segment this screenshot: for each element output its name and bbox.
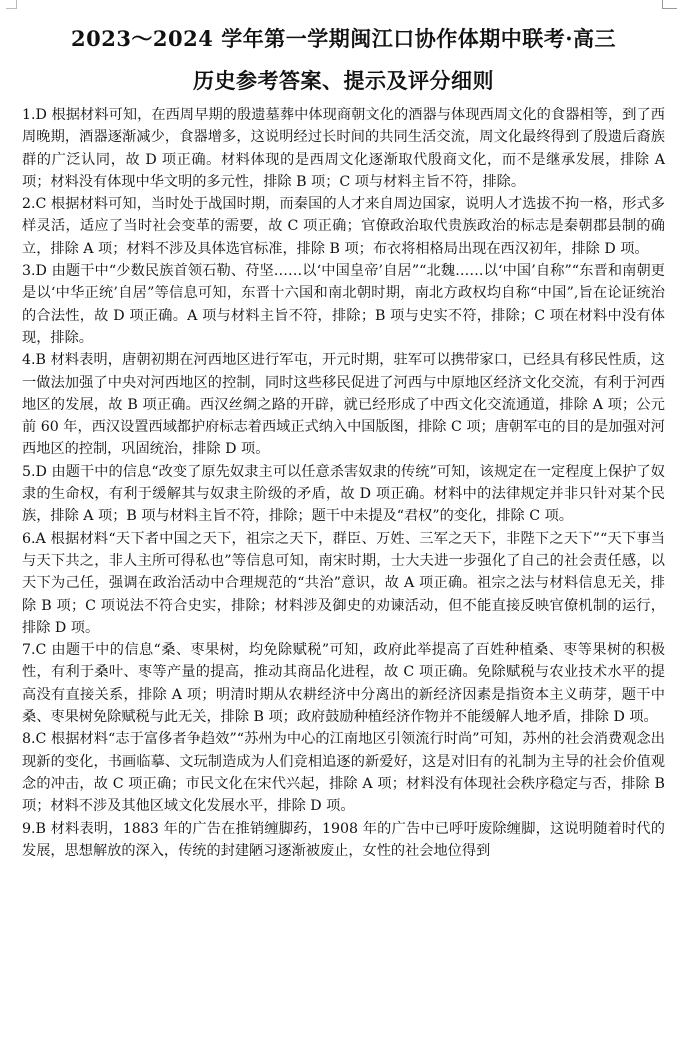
page-corner-mark-right	[662, 0, 677, 9]
answer-item-8	[22, 728, 665, 817]
answer-text: 由题干中的信息“改变了原先奴隶主可以任意杀害奴隶的传统”可知，该规定在一定程度上保护了奴隶的生命权，有利于缓解其与奴隶主阶级的矛盾，故 D 项正确。材料中的法律规定并非只针对某个民族，排除 A 项；B 项与材料主旨不符，排除；题干中未提及“君权”的变化，排除 C 项。	[22, 463, 665, 525]
answer-label: 2.C	[22, 196, 47, 213]
answer-item-7	[22, 639, 665, 728]
answer-item-3	[22, 260, 665, 349]
page-corner-mark-left	[6, 0, 17, 9]
answer-label: 3.D	[22, 263, 47, 280]
answer-label: 8.C	[22, 731, 47, 748]
document-subtitle: 历史参考答案、提示及评分细则	[193, 68, 494, 93]
answer-label: 4.B	[22, 352, 46, 369]
answer-text: 根据材料可知，在西周早期的殷遗墓葬中体现商朝文化的酒器与体现西周文化的食器相等，到了西周晚期，酒器逐渐减少，食器增多，这说明经过长时间的共同生活交流，周文化最终得到了殷遗后裔族群的广泛认同，故 D 项正确。材料体现的是西周文化逐渐取代殷商文化，而不是继承发展，排除 A 项；材料没有体现中华文明的多元性，排除 B 项；C 项与材料主旨不符，排除。	[22, 107, 665, 190]
answer-item-1	[22, 104, 665, 193]
answer-label: 5.D	[22, 463, 47, 480]
answer-label: 9.B	[22, 820, 46, 837]
answer-item-4	[22, 349, 665, 460]
answer-label: 6.A	[22, 530, 46, 547]
answer-text: 材料表明，唐朝初期在河西地区进行军屯，开元时期，驻军可以携带家口，已经具有移民性质，这一做法加强了中央对河西地区的控制，同时这些移民促进了河西与中原地区经济文化交流，有利于河西地区的发展，故 B 项正确。西汉丝绸之路的开辟，就已经形成了中西文化交流通道，排除 A 项；公元前 60 年，西汉设置西域都护府标志着西域正式纳入中国版图，排除 C 项；唐朝军屯的目的是加强对河西地区的控制，巩固统治，排除 D 项。	[22, 352, 665, 458]
answer-item-2	[22, 193, 665, 260]
answer-label: 7.C	[22, 642, 47, 659]
document-title: 2023～2024 学年第一学期闽江口协作体期中联考·高三	[70, 26, 616, 51]
answer-text: 根据材料可知，当时处于战国时期，而秦国的人才来自周边国家，说明人才选拔不拘一格，形式多样灵活，适应了当时社会变革的需要，故 C 项正确；官僚政治取代贵族政治的标志是秦朝郡县制的确立，排除 A 项；材料不涉及具体选官标准，排除 B 项；布衣将相格局出现在西汉初年，排除 D 项。	[22, 196, 665, 257]
answer-text: 由题干中“少数民族首领石勒、苻坚……以‘中国皇帝’自居”“北魏……以‘中国’自称”“东晋和南朝更是以‘中华正统’自居”等信息可知，东晋十六国和南北朝时期，南北方政权均自称“中国”,旨在论证统治的合法性，故 D 项正确。A 项与材料主旨不符，排除；B 项与史实不符，排除；C 项在材料中没有体现，排除。	[22, 263, 665, 346]
answer-list	[22, 104, 665, 862]
answer-text: 根据材料“志于富侈者争趋效”“苏州为中心的江南地区引领流行时尚”可知，苏州的社会消费观念出现新的变化，书画临摹、文玩制造成为人们竞相追逐的新爱好，这是对旧有的礼制为主导的社会价值观念的冲击，故 C 项正确；市民文化在宋代兴起，排除 A 项；材料没有体现社会秩序稳定与否，排除 B 项；材料不涉及其他区域文化发展水平，排除 D 项。	[22, 731, 665, 815]
answer-item-9	[22, 818, 665, 863]
answer-item-5	[22, 461, 665, 528]
answer-item-6	[22, 528, 665, 639]
answer-label: 1.D	[22, 107, 47, 123]
answer-text: 由题干中的信息“桑、枣果树，均免除赋税”可知，政府此举提高了百姓种植桑、枣等果树的积极性，有利于桑叶、枣等产量的提高，推动其商品化进程，故 C 项正确。免除赋税与农业技术水平的提高没有直接关系，排除 A 项；明清时期从农耕经济中分离出的新经济因素是指资本主义萌芽，题干中桑、枣果树免除赋税与此无关，排除 B 项；政府鼓励种植经济作物并不能缓解人地矛盾，排除 D 项。	[22, 642, 665, 726]
answer-text: 材料表明，1883 年的广告在推销缠脚药，1908 年的广告中已呼吁废除缠脚，这说明随着时代的发展，思想解放的深入，传统的封建陋习逐渐被废止，女性的社会地位得到	[22, 820, 665, 859]
answer-text: 根据材料“天下者中国之天下，祖宗之天下，群臣、万姓、三军之天下，非陛下之天下”“天下事当与天下共之，非人主所可得私也”等信息可知，南宋时期，士大夫进一步强化了自己的社会责任感，以天下为己任，强调在政治活动中合理规范的“共治”意识，故 A 项正确。祖宗之法与材料信息无关，排除 B 项；C 项说法不符合史实，排除；材料涉及御史的劝谏活动，但不能直接反映官僚机制的运行，排除 D 项。	[22, 530, 665, 636]
